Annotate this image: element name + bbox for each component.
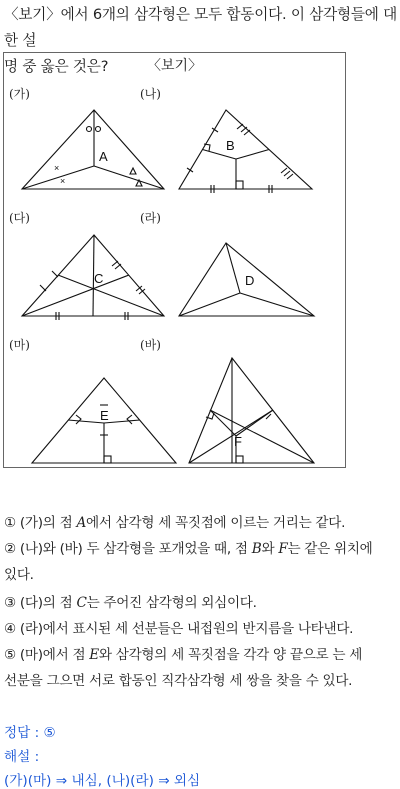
label-ma: (마) <box>9 338 30 352</box>
triangle-ma <box>32 378 176 463</box>
example-box <box>3 52 346 468</box>
point-c: C <box>94 271 104 286</box>
triangle-da <box>22 235 164 320</box>
point-f: F <box>234 434 242 449</box>
figures-svg <box>4 53 347 469</box>
explanation-detail: (가)(마) ⇒ 내심, (나)(라) ⇒ 외심 <box>4 773 201 789</box>
box-title: 〈보기〉 <box>146 58 203 74</box>
triangle-na <box>179 110 312 193</box>
point-e: E <box>100 408 109 423</box>
svg-text:×: × <box>54 163 60 173</box>
option-2[interactable]: ② (나)와 (바) 두 삼각형을 포개었을 때, 점 B와 F는 같은 위치에 있다. <box>4 541 373 583</box>
point-b: B <box>226 138 235 153</box>
triangle-ga <box>22 110 164 189</box>
point-a: A <box>99 149 108 164</box>
explanation-label: 해설 : <box>4 749 40 765</box>
option-5[interactable]: ⑤ (마)에서 점 E와 삼각형의 세 꼭짓점을 각각 양 끝으로 는 세 선분을 그으면 서로 합동인 직각삼각형 세 쌍을 찾을 수 있다. <box>4 647 363 689</box>
label-ga: (가) <box>9 87 30 101</box>
option-1[interactable]: ① (가)의 점 A에서 삼각형 세 꼭짓점에 이르는 거리는 같다. <box>4 515 346 531</box>
label-ba: (바) <box>140 338 161 352</box>
label-ra: (라) <box>140 211 161 225</box>
option-3[interactable]: ③ (다)의 점 C는 주어진 삼각형의 외심이다. <box>4 595 257 611</box>
answer-label: 정답 : ⑤ <box>4 725 56 741</box>
point-d: D <box>245 273 255 288</box>
question-line-2: 명 중 옳은 것은? <box>4 58 109 75</box>
question-line-1: 〈보기〉에서 6개의 삼각형은 모두 합동이다. 이 삼각형들에 대한 설 <box>4 6 398 49</box>
label-da: (다) <box>9 211 30 225</box>
triangle-ra <box>179 243 314 316</box>
svg-text:×: × <box>60 176 66 186</box>
option-4[interactable]: ④ (라)에서 표시된 세 선분들은 내접원의 반지름을 나타낸다. <box>4 621 354 637</box>
triangle-ba <box>189 358 314 463</box>
label-na: (나) <box>140 87 161 101</box>
